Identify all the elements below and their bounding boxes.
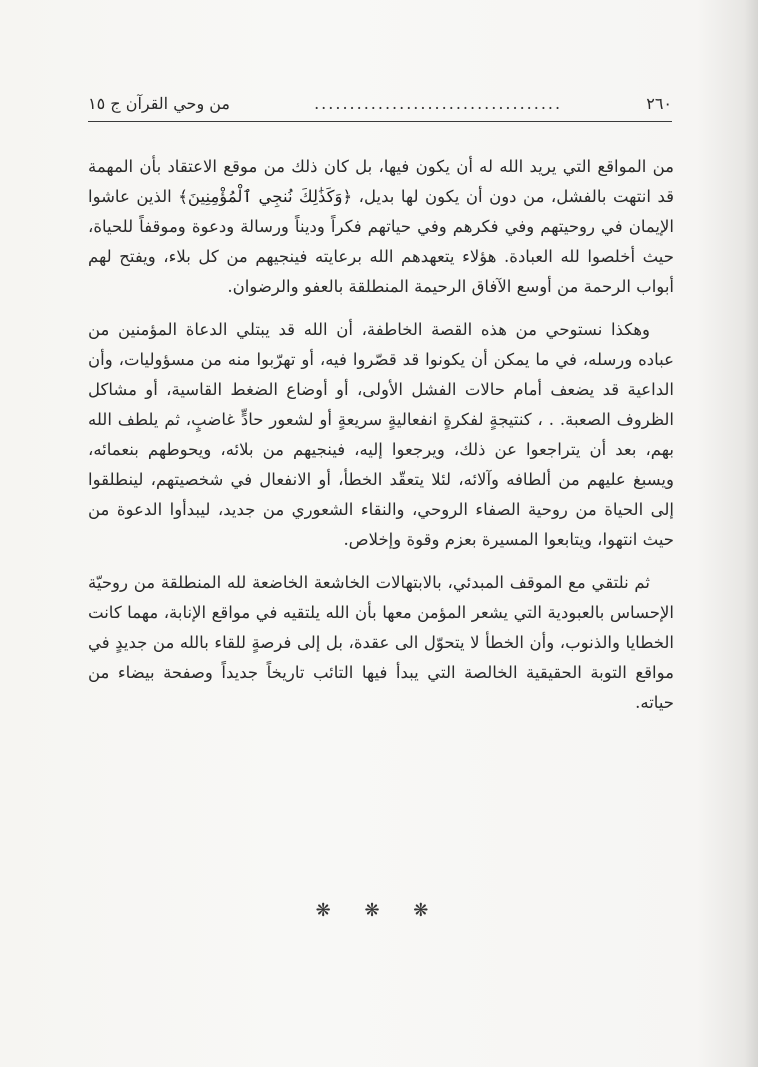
paragraph-1-part-b: الذين عاشوا الإيمان في روحيتهم وفي فكرهم وفي حياتهم فكراً وديناً ورسالة ودعوة وموقفاً للحياة، حيث أخلصوا لله العبادة. هؤلاء يتعهدهم الله برعايته فينجيهم من كل بلاء، ويفتح لهم أبواب الرحمة من أوسع الآفاق الرحيمة المنطلقة بالعفو والرضوان. bbox=[88, 187, 674, 296]
book-title: من وحي القرآن ج ١٥ bbox=[88, 93, 230, 113]
paragraph-1-part-a: من المواقع التي يريد الله له أن يكون فيها، بل كان ذلك من موقع الاعتقاد بأن المهمة قد انتهت بالفشل، من دون أن يكون لها بديل، bbox=[88, 157, 674, 206]
quran-verse: ﴿وَكَذَٰلِكَ نُنجِي ٱلْمُؤْمِنِينَ﴾ bbox=[178, 187, 353, 206]
header-rule bbox=[88, 121, 672, 122]
section-separator-stars: ❋ ❋ ❋ bbox=[315, 900, 443, 921]
page-number: ٢٦٠ bbox=[646, 93, 672, 113]
leader-dots: ................................... bbox=[314, 93, 563, 113]
running-header bbox=[88, 88, 672, 118]
paragraph-2: وهكذا نستوحي من هذه القصة الخاطفة، أن الله قد يبتلي الدعاة المؤمنين من عباده ورسله، في ما يمكن أن يكونوا قد قصّروا فيه، أو تهرّبوا منه من مسؤوليات، وأن الداعية قد يضعف أمام حالات الفشل الأولى، أو أوضاع الضغط القاسية، أو مشاكل الظروف الصعبة. . ، كنتيجةٍ لفكرةٍ انفعاليةٍ سريعةٍ أو لشعور حادٍّ غاضبٍ، ثم يلطف الله بهم، بعد أن يتراجعوا عن ذلك، ويرجعوا إليه، فينجيهم من بلائه، ويحوطهم بنعمائه، ويسبغ عليهم من ألطافه وآلائه، لئلا يتعقّد الخطأ، أو الانفعال في شخصيتهم، لينطلقوا إلى الحياة من روحية الصفاء الروحي، والنقاء الشعوري من جديد، ليبدأوا الدعوة من حيث انتهوا، ويتابعوا المسيرة بعزم وقوة وإخلاص. bbox=[88, 320, 674, 549]
paragraph-1 bbox=[88, 152, 674, 302]
body-text bbox=[88, 152, 674, 731]
paragraph-3: ثم نلتقي مع الموقف المبدئي، بالابتهالات الخاشعة الخاضعة لله المنطلقة من روحيّة الإحساس بالعبودية التي يشعر المؤمن معها بأن الله يلتقيه في مواقع الإنابة، مهما كانت الخطايا والذنوب، وأن الخطأ لا يتحوّل الى عقدة، بل إلى فرصةٍ للقاء بالله من جديدٍ في مواقع التوبة الحقيقية الخالصة التي يبدأ فيها التائب تاريخاً جديداً وصفحة بيضاء من حياته. bbox=[88, 573, 674, 712]
